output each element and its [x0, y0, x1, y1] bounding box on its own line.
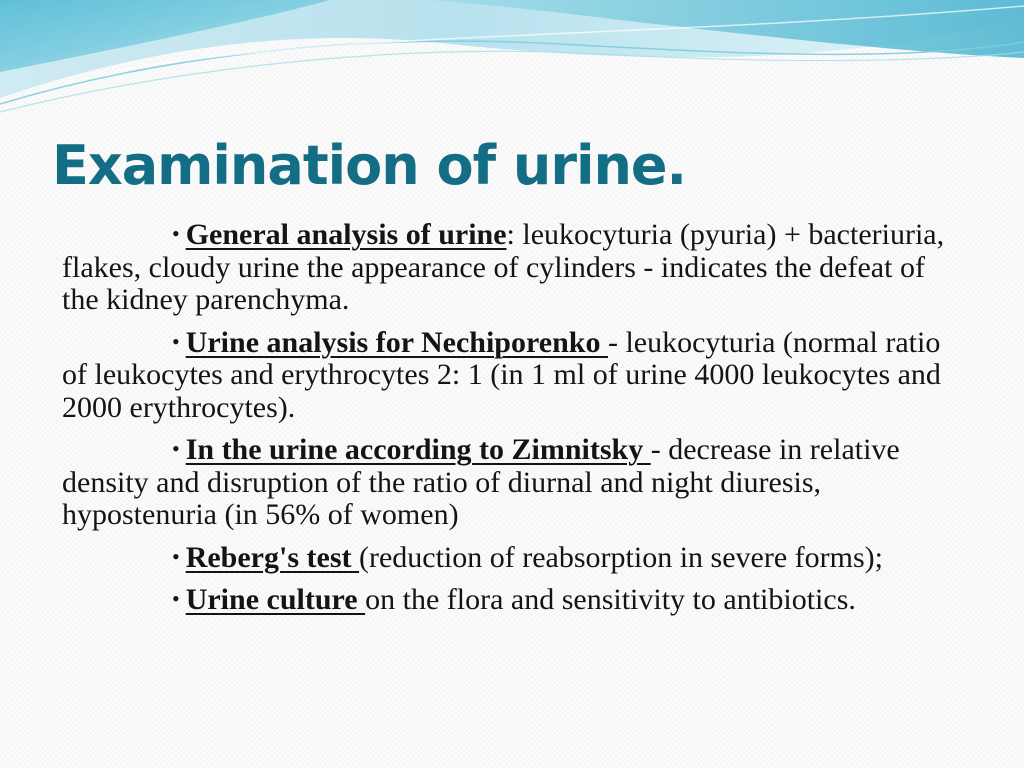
- item-text: - decrease in relative density and disruption of the ratio of diurnal and night diuresis, hypostenuria (in 56% of women): [62, 433, 900, 531]
- bullet-icon: •: [172, 436, 180, 461]
- bullet-icon: •: [172, 586, 180, 611]
- bullet-list: [62, 218, 962, 617]
- item-text: : leukocyturia (pyuria) + bacteriuria, flakes, cloudy urine the appearance of cylinders - indicates the defeat of the kidney parenchyma.: [62, 218, 945, 316]
- bullet-item-nechiporenko: [62, 326, 962, 425]
- bullet-item-general-analysis: [62, 218, 962, 317]
- term-nechiporenko: Urine analysis for Nechiporenko: [185, 325, 608, 359]
- item-text: - leukocyturia (normal ratio of leukocytes and erythrocytes 2: 1 (in 1 ml of urine 4000 leukocytes and 2000 erythrocytes).: [62, 325, 941, 424]
- term-general-analysis: General analysis of urine: [185, 218, 507, 251]
- bullet-icon: •: [172, 221, 180, 246]
- term-urine-culture: Urine culture: [185, 583, 366, 616]
- term-reberg: Reberg's test: [185, 540, 359, 574]
- bullet-icon: •: [172, 328, 180, 354]
- bullet-item-zimnitsky: [62, 433, 962, 532]
- bullet-item-reberg: [62, 541, 962, 575]
- bullet-icon: •: [172, 543, 180, 569]
- item-text: (reduction of reabsorption in severe forms);: [358, 540, 883, 574]
- item-text: on the flora and sensitivity to antibiotics.: [365, 583, 856, 616]
- bullet-item-urine-culture: [62, 583, 962, 617]
- term-zimnitsky: In the urine according to Zimnitsky: [185, 433, 651, 466]
- header-wave-decoration: [0, 0, 1024, 130]
- slide-title: Examination of urine.: [52, 134, 687, 197]
